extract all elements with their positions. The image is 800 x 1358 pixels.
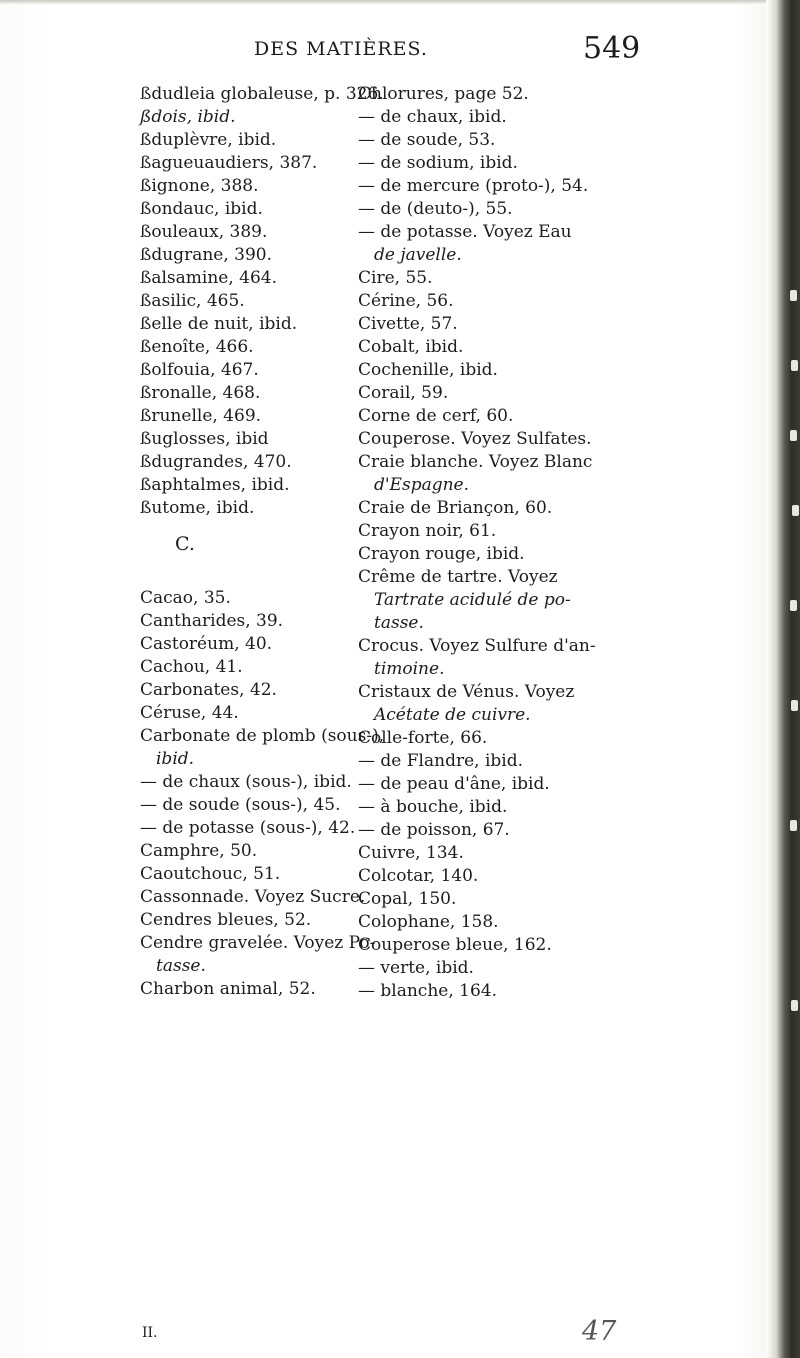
index-entry: Cassonnade. Voyez Sucre. (140, 887, 366, 907)
page-number: 549 (583, 31, 641, 66)
index-entry-continuation: tasse. (156, 956, 206, 976)
index-entry: ßondauc, ibid. (140, 199, 263, 219)
index-entry: Cantharides, 39. (140, 611, 284, 631)
index-entry: Cendres bleues, 52. (140, 910, 312, 930)
index-entry: — de soude (sous-), 45. (140, 795, 341, 815)
index-entry: — de potasse (sous-), 42. (140, 818, 356, 838)
spacer (140, 568, 346, 587)
index-entry: Cristaux de Vénus. Voyez (358, 682, 575, 702)
index-entry: — de chaux, ibid. (358, 107, 507, 127)
index-entry: — blanche, 164. (358, 981, 497, 1001)
index-entry: ßdugrane, 390. (140, 245, 272, 265)
index-entry: Couperose. Voyez Sulfates. (358, 429, 592, 449)
index-entry: Crayon rouge, ibid. (358, 544, 525, 564)
index-entry: Crême de tartre. Voyez (358, 567, 558, 587)
sheet-number: 47 (582, 1316, 617, 1347)
index-entry: Cobalt, ibid. (358, 337, 464, 357)
index-entry: ßelle de nuit, ibid. (140, 314, 298, 334)
index-entry: ßolfouia, 467. (140, 360, 259, 380)
index-entry: Cacao, 35. (140, 588, 231, 608)
index-entry: Chlorures, page 52. (358, 84, 529, 104)
index-entry: Cochenille, ibid. (358, 360, 498, 380)
index-entry-continuation: Tartrate acidulé de po- (374, 590, 571, 610)
index-entry: ßduplèvre, ibid. (140, 130, 277, 150)
index-entry: Craie de Briançon, 60. (358, 498, 553, 518)
index-entry: ßdudleia globaleuse, p. 326. (140, 84, 384, 104)
index-entry: Corail, 59. (358, 383, 449, 403)
index-entry: ßutome, ibid. (140, 498, 255, 518)
index-entry: Cire, 55. (358, 268, 433, 288)
index-entry: Camphre, 50. (140, 841, 258, 861)
index-entry-continuation: Acétate de cuivre. (374, 705, 531, 725)
index-entry: — de soude, 53. (358, 130, 496, 150)
index-entry: — de potasse. Voyez Eau (358, 222, 572, 242)
index-entry: ßalsamine, 464. (140, 268, 278, 288)
index-entry: ßaphtalmes, ibid. (140, 475, 290, 495)
index-entry: Cuivre, 134. (358, 843, 464, 863)
index-entry: — de peau d'âne, ibid. (358, 774, 550, 794)
signature-mark: II. (142, 1325, 158, 1341)
index-entry: — de Flandre, ibid. (358, 751, 523, 771)
index-entry-continuation: de javelle. (374, 245, 462, 265)
left-column (140, 83, 385, 1001)
index-entry: ßdugrandes, 470. (140, 452, 292, 472)
page-top-edge (0, 0, 800, 5)
running-header (0, 31, 760, 76)
index-entry: Carbonate de plomb (sous-), (140, 726, 385, 746)
index-entry: Colcotar, 140. (358, 866, 479, 886)
index-entry: ßignone, 388. (140, 176, 259, 196)
index-entry: Couperose bleue, 162. (358, 935, 552, 955)
index-entry: Crayon noir, 61. (358, 521, 497, 541)
index-entry: Colophane, 158. (358, 912, 499, 932)
index-entry: ßrunelle, 469. (140, 406, 262, 426)
section-heading-c: C. (175, 533, 195, 555)
index-entry: Cachou, 41. (140, 657, 243, 677)
header-title: DES MATIÈRES. (254, 38, 428, 60)
index-entry: ßagueuaudiers, 387. (140, 153, 318, 173)
index-entry-continuation: tasse. (374, 613, 424, 633)
index-entry: Crocus. Voyez Sulfure d'an- (358, 636, 596, 656)
index-entry: Céruse, 44. (140, 703, 239, 723)
index-entry: ßasilic, 465. (140, 291, 245, 311)
index-entry: Caoutchouc, 51. (140, 864, 281, 884)
index-entry: ßuglosses, ibid (140, 429, 269, 449)
book-binding (766, 0, 800, 1358)
index-entry: Castoréum, 40. (140, 634, 273, 654)
index-entry: ßouleaux, 389. (140, 222, 268, 242)
index-entry: — à bouche, ibid. (358, 797, 508, 817)
index-entry: Corne de cerf, 60. (358, 406, 514, 426)
index-entry: — de (deuto-), 55. (358, 199, 513, 219)
index-entry: — de chaux (sous-), ibid. (140, 772, 352, 792)
index-entry: — verte, ibid. (358, 958, 474, 978)
index-entry: — de sodium, ibid. (358, 153, 518, 173)
index-entry: Craie blanche. Voyez Blanc (358, 452, 593, 472)
index-entry: Carbonates, 42. (140, 680, 277, 700)
index-entry: Cérine, 56. (358, 291, 454, 311)
index-entry: ßdois, ibid. (140, 107, 236, 127)
index-entry: — de mercure (proto-), 54. (358, 176, 589, 196)
index-entry-continuation: timoine. (374, 659, 445, 679)
index-entry: Copal, 150. (358, 889, 457, 909)
index-entry: — de poisson, 67. (358, 820, 510, 840)
index-entry: ßronalle, 468. (140, 383, 261, 403)
index-entry: Charbon animal, 52. (140, 979, 316, 999)
index-entry-continuation: d'Espagne. (374, 475, 470, 495)
index-entry: ßenoîte, 466. (140, 337, 254, 357)
index-entry-continuation: ibid. (156, 749, 195, 769)
index-entry: Cendre gravelée. Voyez Po- (140, 933, 376, 953)
index-entry: Civette, 57. (358, 314, 458, 334)
index-entry: Colle-forte, 66. (358, 728, 488, 748)
right-column (358, 83, 758, 1003)
